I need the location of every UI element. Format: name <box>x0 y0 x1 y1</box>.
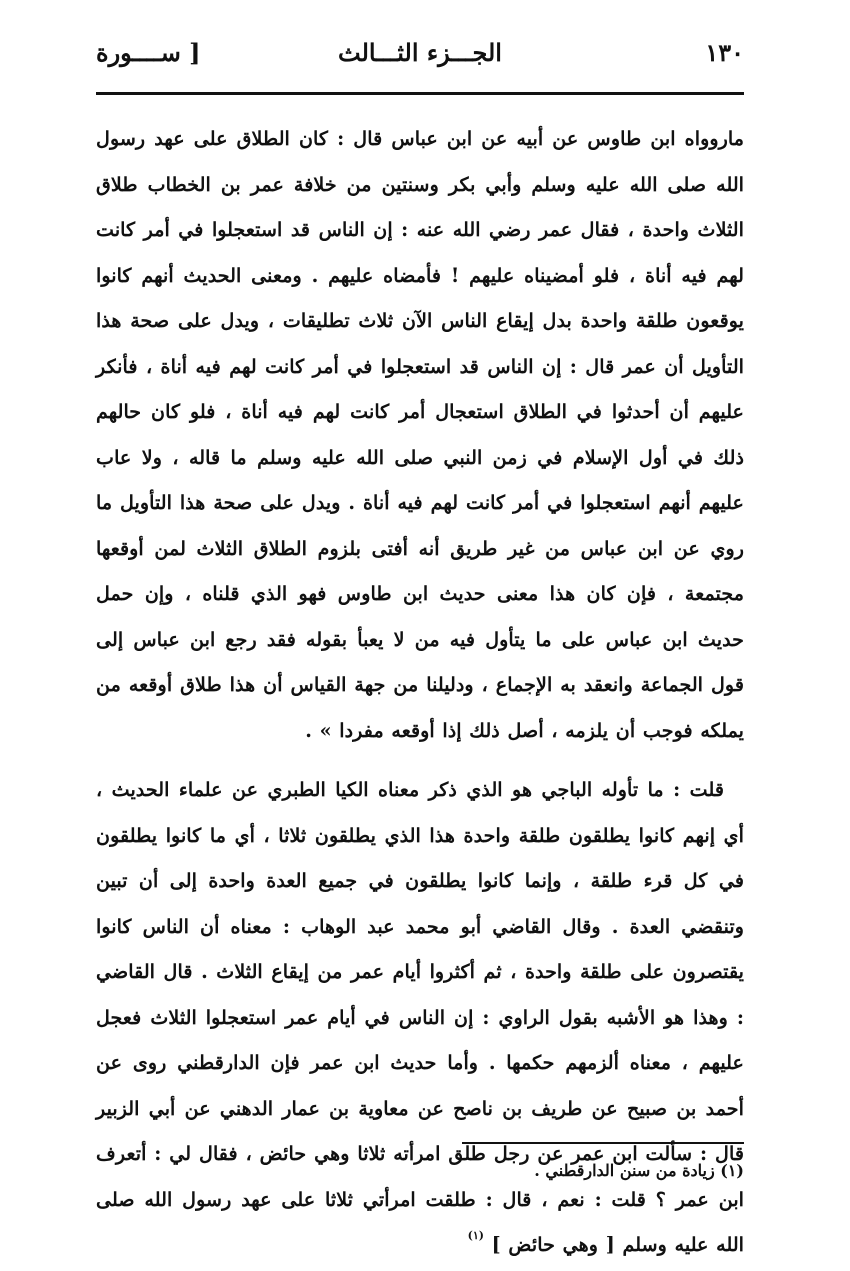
footnote-divider <box>462 1142 744 1144</box>
footnote: (١) زيادة من سنن الدارقطني . <box>534 1161 744 1180</box>
page-header <box>96 38 744 78</box>
header-divider <box>96 92 744 95</box>
footnote-marker: (١) <box>467 1229 484 1242</box>
paragraph-2-text: قلت : ما تأوله الباجي هو الذي ذكر معناه الكيا الطبري عن علماء الحديث ، أي إنهم كانوا يطلقون طلقة واحدة هذا الذي يطلقون ثلاثا ، أي ما كانوا يطلقون في كل قرء طلقة ، وإنما كانوا يطلقون في جميع العدة واحدة إلى أن تبين وتنقضي العدة . وقال القاضي أبو محمد عبد الوهاب : معناه أن الناس كانوا يقتصرون على طلقة واحدة ، ثم أكثروا أيام عمر من إيقاع الثلاث . قال القاضي : وهذا هو الأشبه بقول الراوي : إن الناس في أيام عمر استعجلوا الثلاث فعجل عليهم ، معناه ألزمهم حكمها . وأما حديث ابن عمر فإن الدارقطني روى عن أحمد بن صبيح عن طريف بن ناصح عن معاوية بن عمار الدهني عن أبي الزبير قال : سألت ابن عمر عن رجل طلق امرأته ثلاثا وهي حائض ، فقال لي : أتعرف ابن عمر ؟ قلت : نعم ، قال : طلقت امرأتي ثلاثا على عهد رسول الله صلى الله عليه وسلم [ وهي حائض ] <box>96 778 744 1256</box>
paragraph-2 <box>96 767 744 1271</box>
paragraph-1: ماروواه ابن طاوس عن أبيه عن ابن عباس قال : كان الطلاق على عهد رسول الله صلى الله عليه وسلم وأبي بكر وسنتين من خلافة عمر بن الخطاب طلاق الثلاث واحدة ، فقال عمر رضي الله عنه : إن الناس قد استعجلوا في أمر كانت لهم فيه أناة ، فلو أمضيناه عليهم ! فأمضاه عليهم . ومعنى الحديث أنهم كانوا يوقعون طلقة واحدة بدل إيقاع الناس الآن ثلاث تطليقات ، ويدل على صحة هذا التأويل أن عمر قال : إن الناس قد استعجلوا في أمر كانت لهم فيه أناة ، فأنكر عليهم أن أحدثوا في الطلاق استعجال أمر كانت لهم فيه أناة ، فلو كان حالهم ذلك في أول الإسلام في زمن النبي صلى الله عليه وسلم ما قاله ، ولا عاب عليهم أنهم استعجلوا في أمر كانت لهم فيه أناة . ويدل على صحة هذا التأويل ما روي عن ابن عباس من غير طريق أنه أفتى بلزوم الطلاق الثلاث لمن أوقعها مجتمعة ، فإن كان هذا معنى حديث ابن طاوس فهو الذي قلناه ، وإن حمل حديث ابن عباس على ما يتأول فيه من لا يعبأ بقوله فقد رجع ابن عباس إلى قول الجماعة وانعقد به الإجماع ، ودليلنا من جهة القياس أن هذا طلاق أوقعه من يملكه فوجب أن يلزمه ، أصل ذلك إذا أوقعه مفردا » . <box>96 127 744 742</box>
running-title: الجـــزء الثـــالث <box>338 38 502 67</box>
main-text <box>96 116 744 1271</box>
page-number: ١٣٠ <box>705 38 744 67</box>
surah-label: [ ســــورة <box>96 38 201 67</box>
